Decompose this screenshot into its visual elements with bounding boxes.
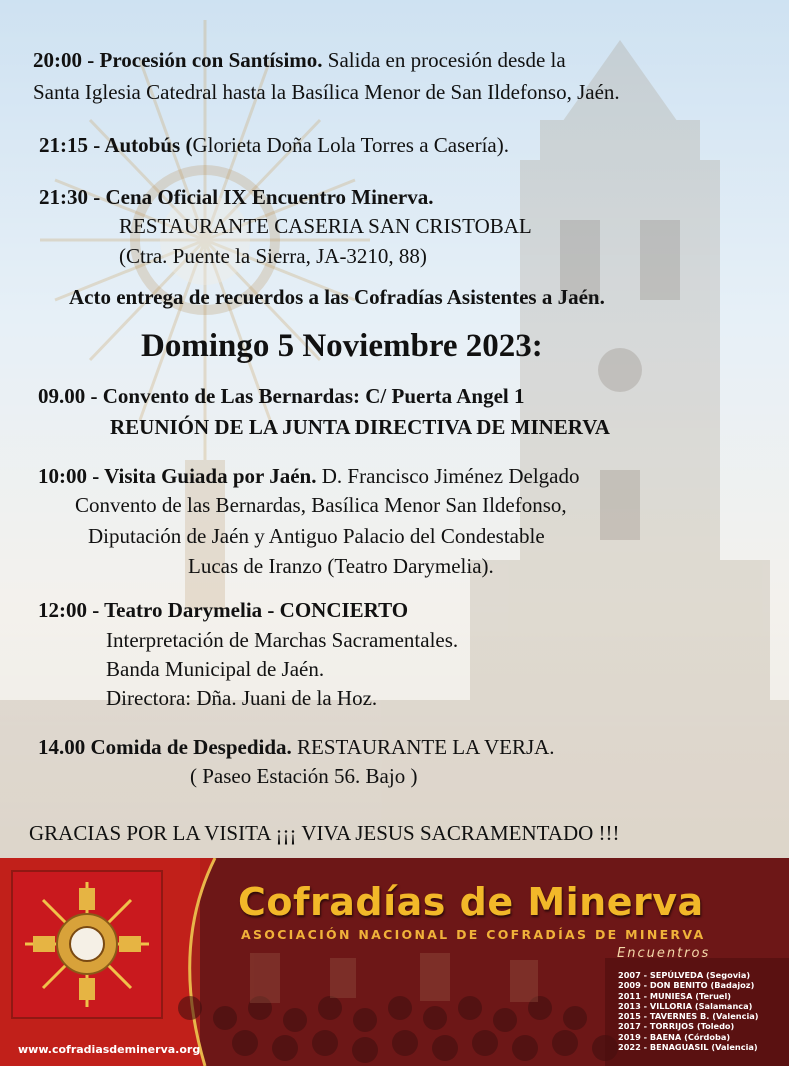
item-description: RESTAURANTE LA VERJA.	[291, 735, 555, 759]
dinner-address: (Ctra. Puente la Sierra, JA-3210, 88)	[119, 244, 427, 268]
brand-title: Cofradías de Minerva	[238, 880, 704, 924]
list-item: 2015 - TAVERNES B. (Valencia)	[618, 1011, 759, 1022]
item-time-title: 10:00 - Visita Guiada por Jaén.	[38, 464, 317, 488]
closing-message: GRACIAS POR LA VISITA ¡¡¡ VIVA JESUS SACRAMENTADO !!!	[29, 821, 620, 845]
dinner-restaurant: RESTAURANTE CASERIA SAN CRISTOBAL	[119, 214, 532, 238]
logo	[13, 872, 161, 1017]
tour-detail-2: Diputación de Jaén y Antiguo Palacio del Condestable	[88, 524, 545, 548]
monstrance-icon	[13, 872, 161, 1017]
program-item-tour	[38, 463, 580, 489]
sunday-heading: Domingo 5 Noviembre 2023:	[141, 328, 543, 364]
list-item: 2013 - VILLORIA (Salamanca)	[618, 1000, 753, 1011]
item-description: D. Francisco Jiménez Delgado	[316, 464, 580, 488]
program-item-farewell-meal	[38, 734, 555, 760]
program-item-procession-detail: Santa Iglesia Catedral hasta la Basílica Menor de San Ildefonso, Jaén.	[33, 80, 620, 104]
dinner-awards-note: Acto entrega de recuerdos a las Cofradías Asistentes a Jaén.	[69, 285, 605, 309]
item-time-title: 14.00 Comida de Despedida.	[38, 735, 292, 759]
concert-detail-1: Interpretación de Marchas Sacramentales.	[106, 628, 459, 652]
program-item-dinner: 21:30 - Cena Oficial IX Encuentro Minerva.	[39, 185, 434, 209]
list-item: 2022 - BENAGUASIL (Valencia)	[618, 1042, 758, 1053]
encuentros-title: Encuentros	[617, 946, 711, 961]
program-item-concert: 12:00 - Teatro Darymelia - CONCIERTO	[38, 598, 409, 622]
list-item: 2019 - BAENA (Córdoba)	[618, 1031, 731, 1042]
tour-detail-3: Lucas de Iranzo (Teatro Darymelia).	[188, 554, 494, 578]
footer-banner	[0, 858, 789, 1066]
item-time-title: 21:15 - Autobús (	[39, 133, 193, 157]
list-item: 2011 - MUNIESA (Teruel)	[618, 990, 732, 1001]
concert-detail-3: Directora: Dña. Juani de la Hoz.	[106, 686, 378, 710]
item-description: Glorieta Doña Lola Torres a Casería).	[192, 133, 509, 157]
concert-detail-2: Banda Municipal de Jaén.	[106, 657, 325, 681]
item-description: Salida en procesión desde la	[322, 48, 566, 72]
meeting-description: REUNIÓN DE LA JUNTA DIRECTIVA DE MINERVA	[110, 415, 610, 439]
list-item: 2017 - TORRIJOS (Toledo)	[618, 1021, 735, 1032]
tour-detail-1: Convento de las Bernardas, Basílica Menor San Ildefonso,	[75, 493, 567, 517]
program-item-bus	[39, 132, 509, 158]
program-item-procession	[33, 47, 566, 73]
encuentros-list	[618, 970, 759, 1052]
website-link[interactable]: www.cofradiasdeminerva.org	[18, 1043, 201, 1056]
list-item: 2007 - SEPÚLVEDA (Segovia)	[618, 970, 751, 980]
item-time-title: 20:00 - Procesión con Santísimo.	[33, 48, 323, 72]
farewell-address: ( Paseo Estación 56. Bajo )	[190, 764, 418, 788]
brand-subtitle: ASOCIACIÓN NACIONAL DE COFRADÍAS DE MINERVA	[241, 927, 706, 942]
program-item-meeting: 09.00 - Convento de Las Bernardas: C/ Puerta Angel 1	[38, 384, 525, 408]
list-item: 2009 - DON BENITO (Badajoz)	[618, 980, 755, 991]
